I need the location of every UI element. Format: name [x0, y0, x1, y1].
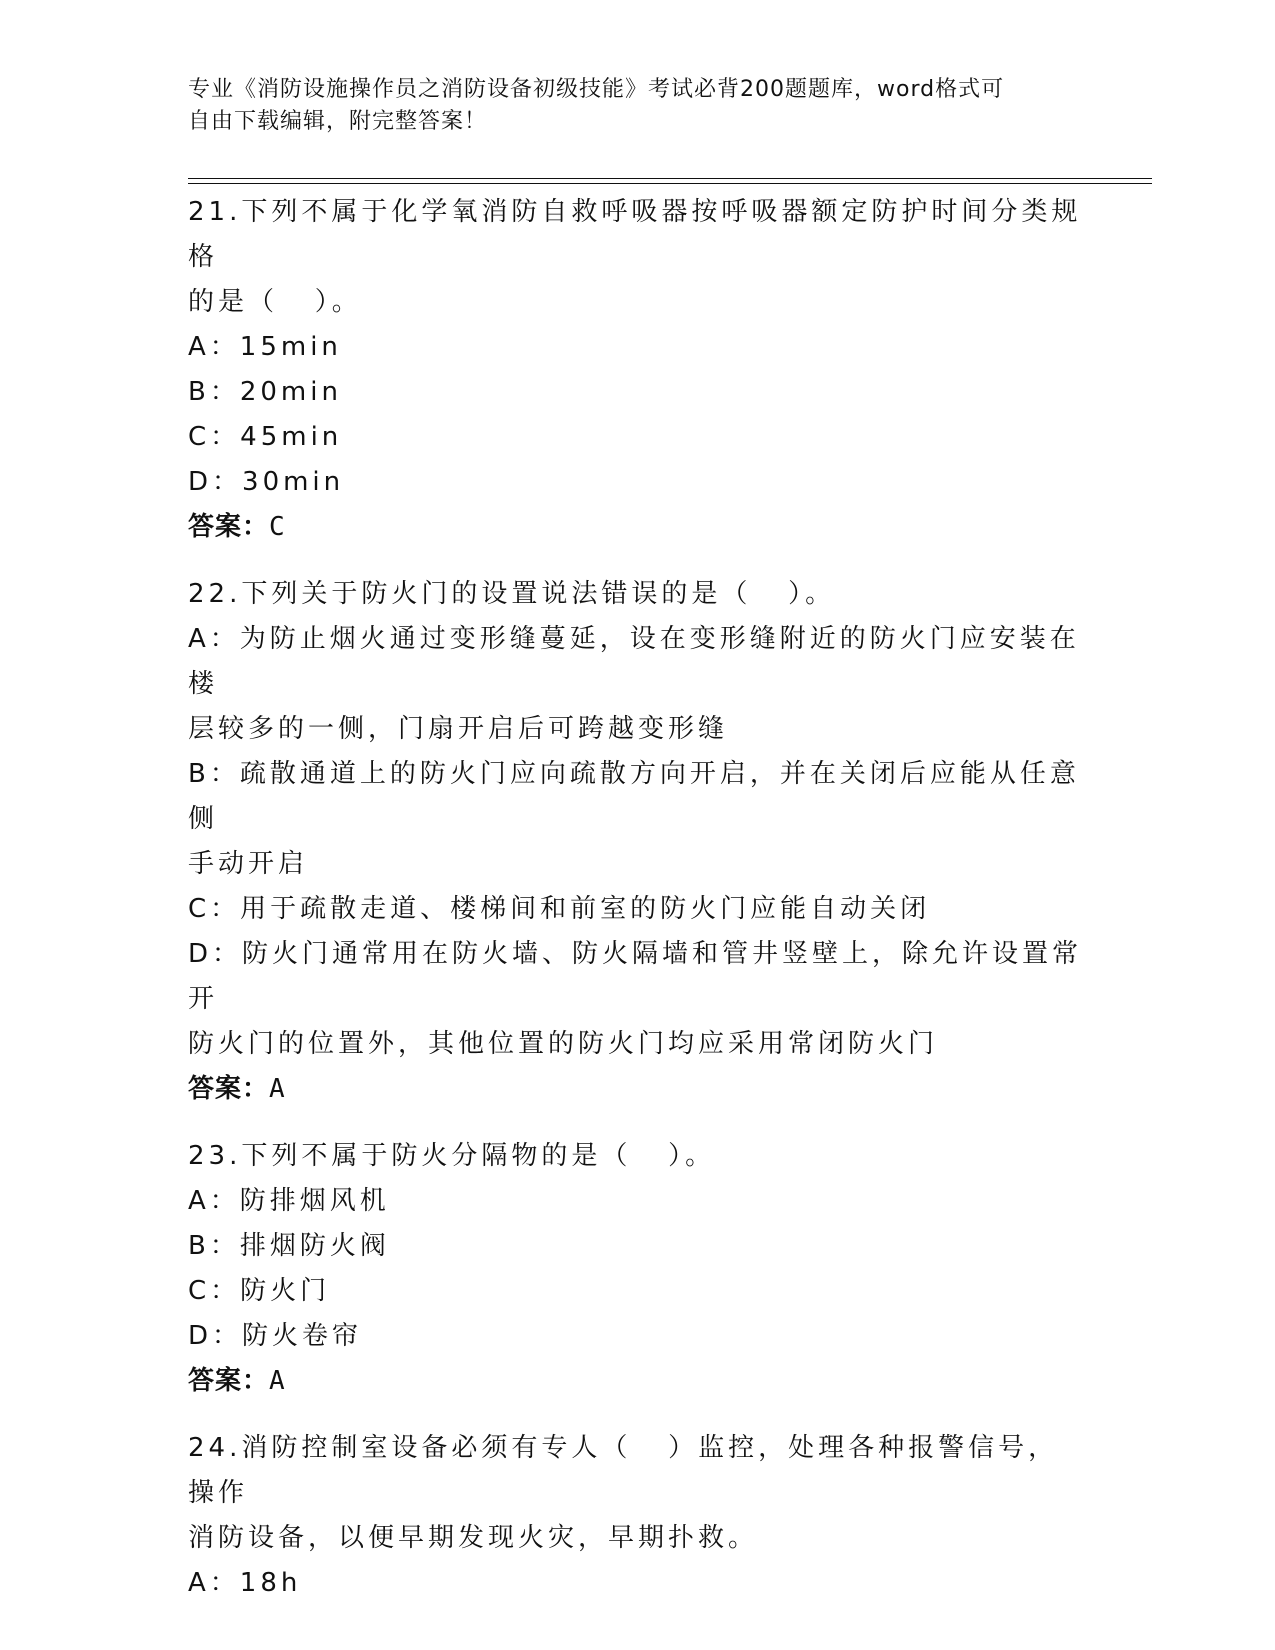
answer-value: C	[269, 512, 286, 542]
option-a: A：15min	[188, 332, 342, 362]
question-stem-line: 的是（ ）。	[188, 287, 362, 317]
option-a: A：防排烟风机	[188, 1186, 390, 1216]
option-a: A：18h	[188, 1568, 302, 1598]
question-stem-line: 22.下列关于防火门的设置说法错误的是（ ）。	[188, 579, 836, 609]
option-d: D：30min	[188, 467, 345, 497]
option-d: D：防火卷帘	[188, 1321, 363, 1351]
header-divider-top	[188, 178, 1152, 179]
question-stem-line: 消防设备，以便早期发现火灾，早期扑救。	[188, 1523, 759, 1553]
answer-label: 答案：	[188, 512, 270, 542]
question-list	[188, 190, 1088, 1628]
answer-value: A	[269, 1074, 286, 1104]
header-divider-bottom	[188, 183, 1152, 184]
question-stem-line: 23.下列不属于防火分隔物的是（ ）。	[188, 1141, 716, 1171]
answer-line	[188, 1067, 1088, 1112]
question-23	[188, 1134, 1088, 1404]
header-line-2: 自由下载编辑，附完整答案！	[188, 109, 488, 134]
question-21	[188, 190, 1088, 550]
option-c: C：防火门	[188, 1276, 331, 1306]
option-c: C：用于疏散走道、楼梯间和前室的防火门应能自动关闭	[188, 894, 931, 924]
document-header	[188, 74, 1088, 138]
option-b: B：疏散通道上的防火门应向疏散方向开启，并在关闭后应能从任意侧	[188, 759, 1080, 834]
header-line-1: 专业《消防设施操作员之消防设备初级技能》考试必背200题题库，word格式可	[188, 77, 1005, 102]
question-stem-line: 24.消防控制室设备必须有专人（ ）监控，处理各种报警信号，操作	[188, 1433, 1059, 1508]
option-d-continued: 防火门的位置外，其他位置的防火门均应采用常闭防火门	[188, 1029, 939, 1059]
question-24	[188, 1426, 1088, 1606]
option-c: C：45min	[188, 422, 343, 452]
option-a-continued: 层较多的一侧，门扇开启后可跨越变形缝	[188, 714, 729, 744]
answer-line	[188, 505, 1088, 550]
question-22	[188, 572, 1088, 1112]
answer-value: A	[269, 1366, 286, 1396]
option-d: D：防火门通常用在防火墙、防火隔墙和管井竖壁上，除允许设置常开	[188, 939, 1083, 1014]
option-a: A：为防止烟火通过变形缝蔓延，设在变形缝附近的防火门应安装在楼	[188, 624, 1080, 699]
option-b: B：排烟防火阀	[188, 1231, 390, 1261]
option-b-continued: 手动开启	[188, 849, 309, 879]
answer-line	[188, 1359, 1088, 1404]
answer-label: 答案：	[188, 1366, 270, 1396]
option-b: B：20min	[188, 377, 342, 407]
answer-label: 答案：	[188, 1074, 270, 1104]
question-stem-line: 21.下列不属于化学氧消防自救呼吸器按呼吸器额定防护时间分类规格	[188, 197, 1082, 272]
